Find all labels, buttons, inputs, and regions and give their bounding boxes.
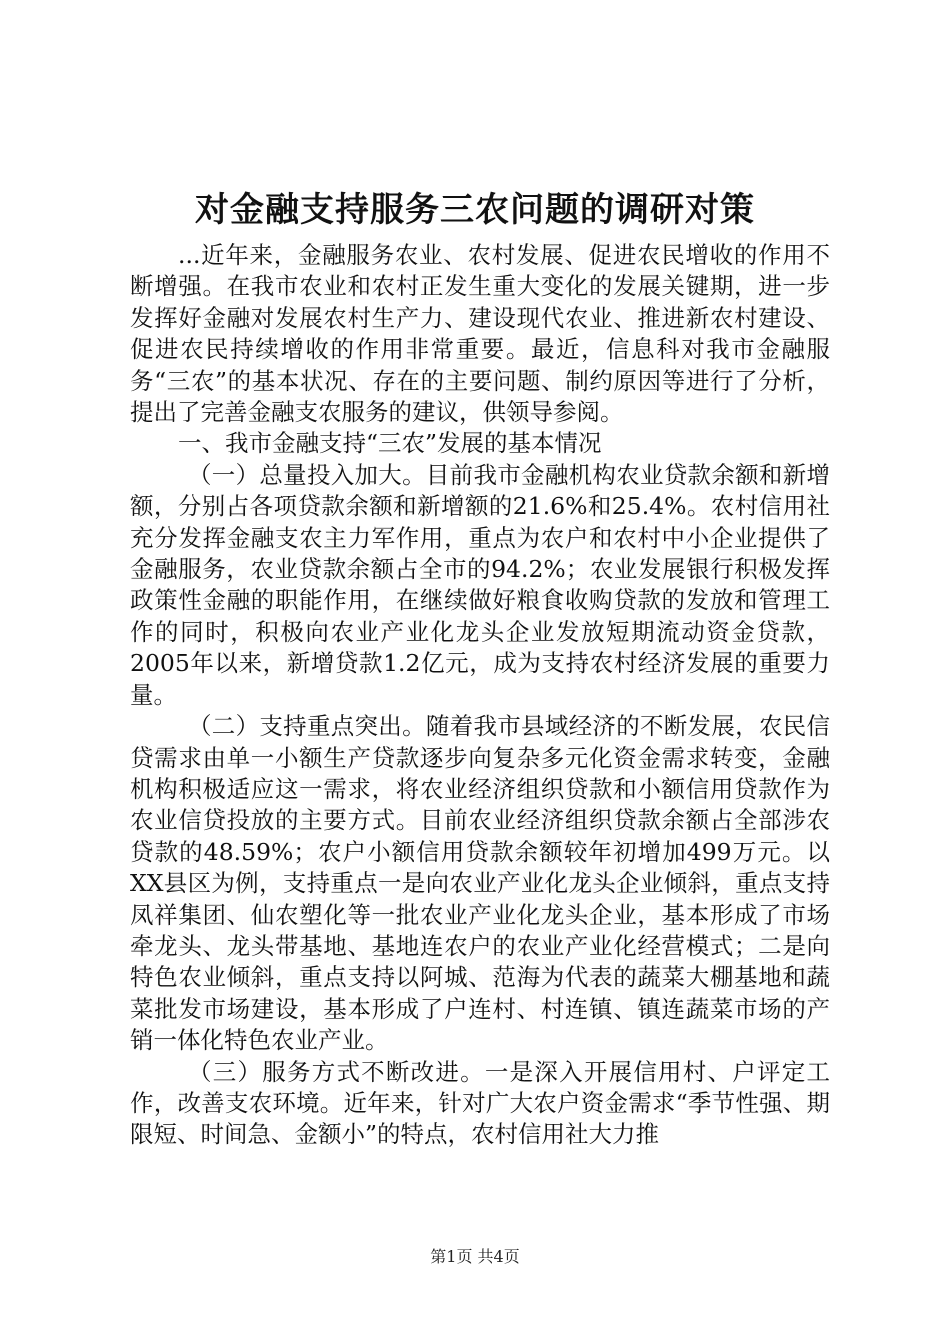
subsection-paragraph-1: （一）总量投入加大。目前我市金融机构农业贷款余额和新增额，分别占各项贷款余额和新增额的21.6%和25.4%。农村信用社充分发挥金融支农主力军作用，重点为农户和农村中小企业提供了金融服务，农业贷款余额占全市的94.2%；农业发展银行积极发挥政策性金融的职能作用，在继续做好粮食收购贷款的发放和管理工作的同时，积极向农业产业化龙头企业发放短期流动资金贷款，2005年以来，新增贷款1.2亿元，成为支持农村经济发展的重要力量。 xyxy=(130,460,830,709)
subsection-paragraph-3: （三）服务方式不断改进。一是深入开展信用村、户评定工作，改善支农环境。近年来，针对广大农户资金需求“季节性强、期限短、时间急、金额小”的特点，农村信用社大力推 xyxy=(130,1057,830,1149)
page-footer: 第1页 共4页 xyxy=(430,1247,520,1266)
document-body xyxy=(130,240,830,1151)
subsection-paragraph-2: （二）支持重点突出。随着我市县域经济的不断发展，农民信贷需求由单一小额生产贷款逐步向复杂多元化资金需求转变，金融机构积极适应这一需求，将农业经济组织贷款和小额信用贷款作为农业信贷投放的主要方式。目前农业经济组织贷款余额占全部涉农贷款的48.59%；农户小额信用贷款余额较年初增加499万元。以XX县区为例，支持重点一是向农业产业化龙头企业倾斜，重点支持凤祥集团、仙农塑化等一批农业产业化龙头企业，基本形成了市场牵龙头、龙头带基地、基地连农户的农业产业化经营模式；二是向特色农业倾斜，重点支持以阿城、范海为代表的蔬菜大棚基地和蔬菜批发市场建设，基本形成了户连村、村连镇、镇连蔬菜市场的产销一体化特色农业产业。 xyxy=(130,712,830,1055)
section-heading: 一、我市金融支持“三农”发展的基本情况 xyxy=(178,429,602,458)
document-title: 对金融支持服务三农问题的调研对策 xyxy=(195,190,755,230)
intro-paragraph: ...近年来，金融服务农业、农村发展、促进农民增收的作用不断增强。在我市农业和农村正发生重大变化的发展关键期，进一步发挥好金融对发展农村生产力、建设现代农业、推进新农村建设、促进农民持续增收的作用非常重要。最近，信息科对我市金融服务“三农”的基本状况、存在的主要问题、制约原因等进行了分析，提出了完善金融支农服务的建议，供领导参阅。 xyxy=(130,241,830,427)
